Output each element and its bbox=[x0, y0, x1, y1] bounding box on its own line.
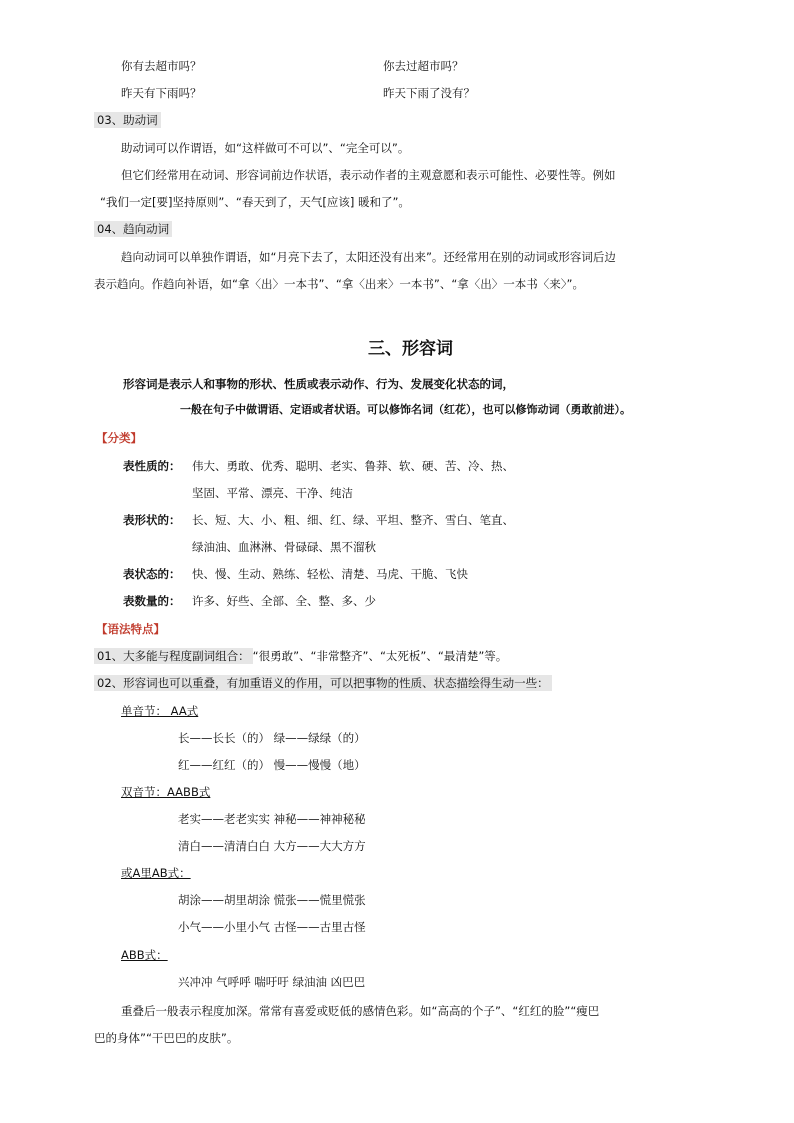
class-line-shuliang: 许多、好些、全部、全、整、多、少 bbox=[192, 594, 376, 608]
abb-example: 兴冲冲 气呼呼 喘吁吁 绿油油 凶巴巴 bbox=[178, 975, 366, 989]
section-title: 三、形容词 bbox=[368, 339, 453, 359]
class-label-zhuangtai: 表状态的： bbox=[123, 567, 181, 581]
final-line2: 巴的身体”“干巴巴的皮肤”。 bbox=[94, 1031, 239, 1045]
class-line-xingzhuang-2: 绿油油、血淋淋、骨碌碌、黑不溜秋 bbox=[192, 540, 376, 554]
sec03-p2b: “我们一定[要]坚持原则”、“春天到了，天气[应该] 暖和了”。 bbox=[100, 195, 410, 209]
dan-example-1: 长——长长（的） 绿——绿绿（的） bbox=[178, 731, 366, 745]
class-label-shuliang: 表数量的： bbox=[123, 594, 181, 608]
class-label-xingzhi: 表性质的： bbox=[123, 459, 181, 473]
definition-line2: 一般在句子中做谓语、定语或者状语。可以修饰名词（红花），也可以修饰动词（勇敢前进）。 bbox=[180, 403, 631, 416]
class-line-zhuangtai: 快、慢、生动、熟练、轻松、清楚、马虎、干脆、飞快 bbox=[192, 567, 468, 581]
dan-label: 单音节： AA式 bbox=[121, 704, 199, 718]
heading-04: 04、趋向动词 bbox=[94, 221, 172, 237]
grammar-point-01: 01、大多能与程度副词组合： “很勇敢”、“非常整齐”、“太死板”、“最清楚”等。 bbox=[94, 648, 507, 664]
shuang-example-1: 老实——老老实实 神秘——神神秘秘 bbox=[178, 812, 366, 826]
example-q1a: 你有去超市吗？ bbox=[121, 59, 202, 73]
sec04-p1a: 趋向动词可以单独作谓语，如“月亮下去了，太阳还没有出来”。还经常用在别的动词或形容词后边 bbox=[121, 250, 616, 264]
grammar-label: 【语法特点】 bbox=[96, 622, 165, 636]
class-line-xingzhuang-1: 长、短、大、小、粗、细、红、绿、平坦、整齐、雪白、笔直、 bbox=[192, 513, 514, 527]
example-q2a: 昨天有下雨吗？ bbox=[121, 86, 202, 100]
final-line1: 重叠后一般表示程度加深。常常有喜爱或贬低的感情色彩。如“高高的个子”、“红红的脸”“瘦巴 bbox=[121, 1004, 600, 1018]
class-label-xingzhuang: 表形状的： bbox=[123, 513, 181, 527]
example-q2b: 昨天下雨了没有？ bbox=[383, 86, 475, 100]
sec03-p1: 助动词可以作谓语，如“这样做可不可以”、“完全可以”。 bbox=[121, 141, 410, 155]
huo-label: 或A里AB式： bbox=[121, 866, 191, 880]
class-line-xingzhi-2: 坚固、平常、漂亮、干净、纯洁 bbox=[192, 486, 353, 500]
example-q1b: 你去过超市吗？ bbox=[383, 59, 464, 73]
classification-label: 【分类】 bbox=[96, 431, 142, 445]
sec04-p1b: 表示趋向。作趋向补语，如“拿〈出〉一本书”、“拿〈出来〉一本书”、“拿〈出〉一本书〈来〉”。 bbox=[94, 277, 584, 291]
huo-example-2: 小气——小里小气 古怪——古里古怪 bbox=[178, 920, 366, 934]
dan-example-2: 红——红红（的） 慢——慢慢（地） bbox=[178, 758, 366, 772]
sec03-p2a: 但它们经常用在动词、形容词前边作状语，表示动作者的主观意愿和表示可能性、必要性等。例如 bbox=[121, 168, 616, 182]
abb-label: ABB式： bbox=[121, 948, 168, 962]
grammar-point-02: 02、形容词也可以重叠，有加重语义的作用，可以把事物的性质、状态描绘得生动一些： bbox=[94, 675, 552, 691]
class-line-xingzhi-1: 伟大、勇敢、优秀、聪明、老实、鲁莽、软、硬、苦、冷、热、 bbox=[192, 459, 514, 473]
heading-03: 03、助动词 bbox=[94, 112, 161, 128]
huo-example-1: 胡涂——胡里胡涂 慌张——慌里慌张 bbox=[178, 893, 366, 907]
shuang-label: 双音节：AABB式 bbox=[121, 785, 211, 799]
shuang-example-2: 清白——清清白白 大方——大大方方 bbox=[178, 839, 366, 853]
definition-line1: 形容词是表示人和事物的形状、性质或表示动作、行为、发展变化状态的词， bbox=[123, 377, 514, 391]
